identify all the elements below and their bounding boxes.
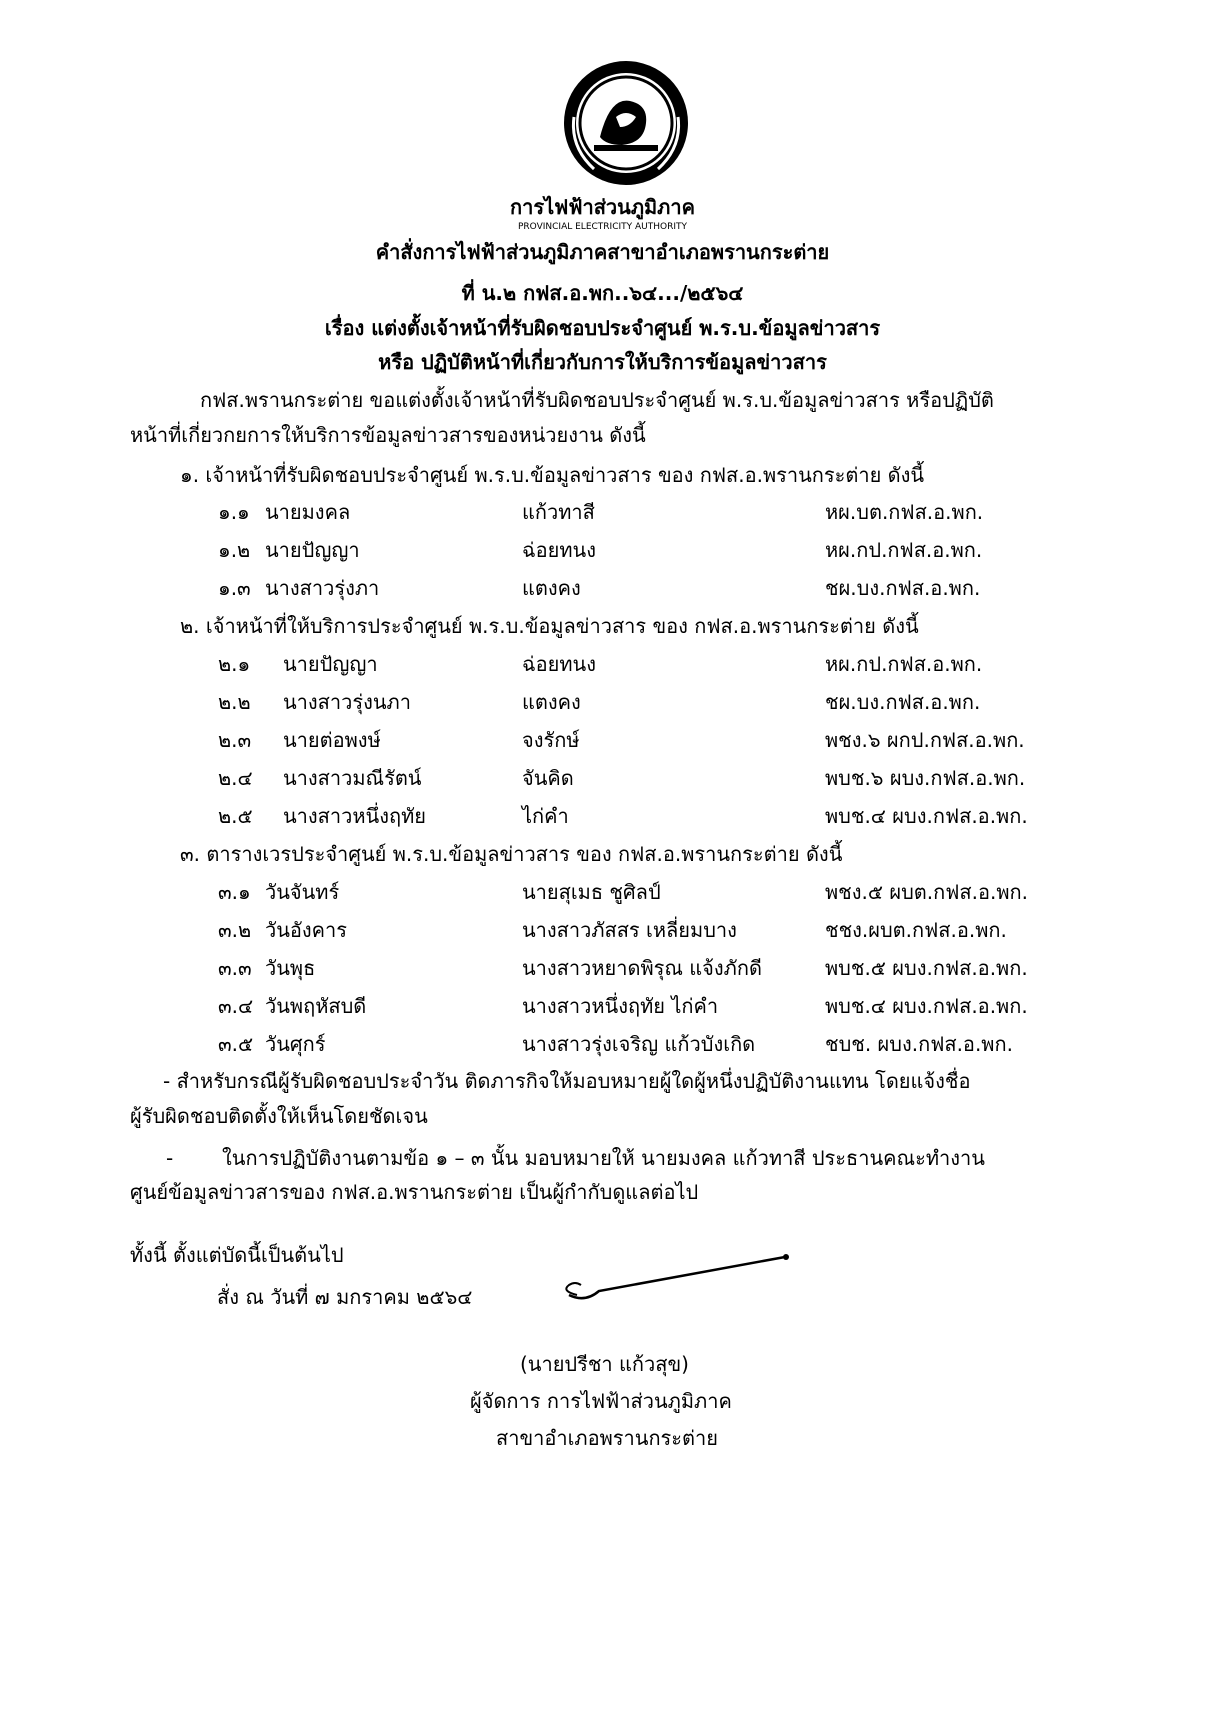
list-item-number: ๒.๑ xyxy=(218,652,251,676)
list-item-first: นายปัญญา xyxy=(265,538,360,562)
list-item-position: หผ.บต.กฟส.อ.พก. xyxy=(825,500,984,524)
list-item-number: ๓.๒ xyxy=(218,918,252,942)
order-title: คำสั่งการไฟฟ้าส่วนภูมิภาคสาขาอำเภอพรานกระต่าย xyxy=(375,240,830,264)
list-item-second: ฉ่อยทนง xyxy=(522,652,596,676)
order-date: สั่ง ณ วันที่ ๗ มกราคม ๒๕๖๔ xyxy=(217,1285,473,1309)
list-item-second: จันคิด xyxy=(522,766,574,790)
list-item-number: ๓.๕ xyxy=(218,1032,254,1056)
list-item-second: นางสาวรุ่งเจริญ แก้วบังเกิด xyxy=(522,1032,756,1056)
signatory-title: ผู้จัดการ การไฟฟ้าส่วนภูมิภาค xyxy=(470,1389,732,1413)
signatory-name: (นายปรีชา แก้วสุข) xyxy=(520,1352,689,1376)
note-2-dash: - xyxy=(166,1146,174,1170)
list-item-first: วันอังคาร xyxy=(265,918,348,942)
list-item-number: ๓.๔ xyxy=(218,994,254,1018)
list-item-position: พบช.๔ ผบง.กฟส.อ.พก. xyxy=(825,804,1028,828)
list-item-number: ๑.๓ xyxy=(218,576,251,600)
section-2-heading: ๒. เจ้าหน้าที่ให้บริการประจำศูนย์ พ.ร.บ.ข้อมูลข่าวสาร ของ กฟส.อ.พรานกระต่าย ดังนี้ xyxy=(180,614,919,638)
subject-line-1: เรื่อง แต่งตั้งเจ้าหน้าที่รับผิดชอบประจำศูนย์ พ.ร.บ.ข้อมูลข่าวสาร xyxy=(324,316,881,340)
list-item-number: ๑.๒ xyxy=(218,538,251,562)
list-item-number: ๑.๑ xyxy=(218,500,250,524)
list-item-position: ชผ.บง.กฟส.อ.พก. xyxy=(825,690,981,714)
list-item-number: ๒.๔ xyxy=(218,766,253,790)
signatory-branch: สาขาอำเภอพรานกระต่าย xyxy=(496,1426,718,1450)
list-item-first: วันจันทร์ xyxy=(265,880,340,904)
section-1-heading: ๑. เจ้าหน้าที่รับผิดชอบประจำศูนย์ พ.ร.บ.ข้อมูลข่าวสาร ของ กฟส.อ.พรานกระต่าย ดังนี้ xyxy=(180,463,925,487)
list-item-second: แตงคง xyxy=(522,690,581,714)
list-item-second: ฉ่อยทนง xyxy=(522,538,596,562)
list-item-first: นายมงคล xyxy=(265,500,351,524)
note-1-line-1: - สำหรับกรณีผู้รับผิดชอบประจำวัน ติดภารกิจให้มอบหมายผู้ใดผู้หนึ่งปฏิบัติงานแทน โดยแจ้งชื่อ xyxy=(163,1069,971,1093)
list-item-first: วันศุกร์ xyxy=(265,1032,326,1056)
list-item-first: วันพุธ xyxy=(265,956,316,980)
effective-statement: ทั้งนี้ ตั้งแต่บัดนี้เป็นต้นไป xyxy=(130,1243,344,1267)
list-item-first: นางสาวหนึ่งฤทัย xyxy=(283,804,426,828)
list-item-position: พบช.๖ ผบง.กฟส.อ.พก. xyxy=(825,766,1026,790)
intro-line-2: หน้าที่เกี่ยวกยการให้บริการข้อมูลข่าวสารของหน่วยงาน ดังนี้ xyxy=(130,423,646,447)
list-item-second: นางสาวภัสสร เหลี่ยมบาง xyxy=(522,918,737,942)
org-name-english: PROVINCIAL ELECTRICITY AUTHORITY xyxy=(518,222,687,232)
list-item-second: แก้วทาสี xyxy=(522,500,595,524)
list-item-position: หผ.กป.กฟส.อ.พก. xyxy=(825,538,983,562)
org-name-thai: การไฟฟ้าส่วนภูมิภาค xyxy=(510,195,695,219)
list-item-number: ๓.๓ xyxy=(218,956,252,980)
list-item-first: นางสาวรุ่งภา xyxy=(265,576,380,600)
list-item-second: นางสาวหยาดพิรุณ แจ้งภักดี xyxy=(522,956,762,980)
list-item-first: นายต่อพงษ์ xyxy=(283,728,381,752)
list-item-number: ๓.๑ xyxy=(218,880,251,904)
subject-line-2: หรือ ปฏิบัติหน้าที่เกี่ยวกับการให้บริการข้อมูลข่าวสาร xyxy=(378,350,827,374)
handwritten-signature-icon xyxy=(555,1245,795,1315)
note-2-line-1: ในการปฏิบัติงานตามข้อ ๑ – ๓ นั้น มอบหมายให้ นายมงคล แก้วทาสี ประธานคณะทำงาน xyxy=(222,1146,985,1170)
list-item-first: นายปัญญา xyxy=(283,652,378,676)
note-2-line-2: ศูนย์ข้อมูลข่าวสารของ กฟส.อ.พรานกระต่าย เป็นผู้กำกับดูแลต่อไป xyxy=(130,1180,699,1204)
list-item-second: จงรักษ์ xyxy=(522,728,580,752)
note-1-line-2: ผู้รับผิดชอบติดตั้งให้เห็นโดยชัดเจน xyxy=(130,1104,428,1128)
list-item-position: ชบช. ผบง.กฟส.อ.พก. xyxy=(825,1032,1013,1056)
list-item-position: ชผ.บง.กฟส.อ.พก. xyxy=(825,576,981,600)
list-item-position: พชง.๖ ผกป.กฟส.อ.พก. xyxy=(825,728,1025,752)
pea-emblem-icon xyxy=(560,57,692,189)
list-item-second: แตงคง xyxy=(522,576,581,600)
list-item-second: ไก่คำ xyxy=(522,804,569,828)
list-item-number: ๒.๓ xyxy=(218,728,252,752)
list-item-position: พบช.๕ ผบง.กฟส.อ.พก. xyxy=(825,956,1028,980)
list-item-second: นางสาวหนึ่งฤทัย ไก่คำ xyxy=(522,994,719,1018)
list-item-position: หผ.กป.กฟส.อ.พก. xyxy=(825,652,983,676)
list-item-first: วันพฤหัสบดี xyxy=(265,994,367,1018)
list-item-first: นางสาวมณีรัตน์ xyxy=(283,766,422,790)
intro-line-1: กฟส.พรานกระต่าย ขอแต่งตั้งเจ้าหน้าที่รับผิดชอบประจำศูนย์ พ.ร.บ.ข้อมูลข่าวสาร หรือปฏิบัติ xyxy=(200,388,994,412)
section-3-heading: ๓. ตารางเวรประจำศูนย์ พ.ร.บ.ข้อมูลข่าวสาร ของ กฟส.อ.พรานกระต่าย ดังนี้ xyxy=(180,842,843,866)
list-item-number: ๒.๒ xyxy=(218,690,251,714)
list-item-second: นายสุเมธ ชูศิลป์ xyxy=(522,880,661,904)
list-item-position: ชชง.ผบต.กฟส.อ.พก. xyxy=(825,918,1007,942)
list-item-number: ๒.๕ xyxy=(218,804,253,828)
list-item-position: พบช.๔ ผบง.กฟส.อ.พก. xyxy=(825,994,1028,1018)
list-item-first: นางสาวรุ่งนภา xyxy=(283,690,411,714)
list-item-position: พชง.๕ ผบต.กฟส.อ.พก. xyxy=(825,880,1028,904)
order-number: ที่ น.๒ กฟส.อ.พก..๖๔.../๒๕๖๔ xyxy=(461,281,744,305)
